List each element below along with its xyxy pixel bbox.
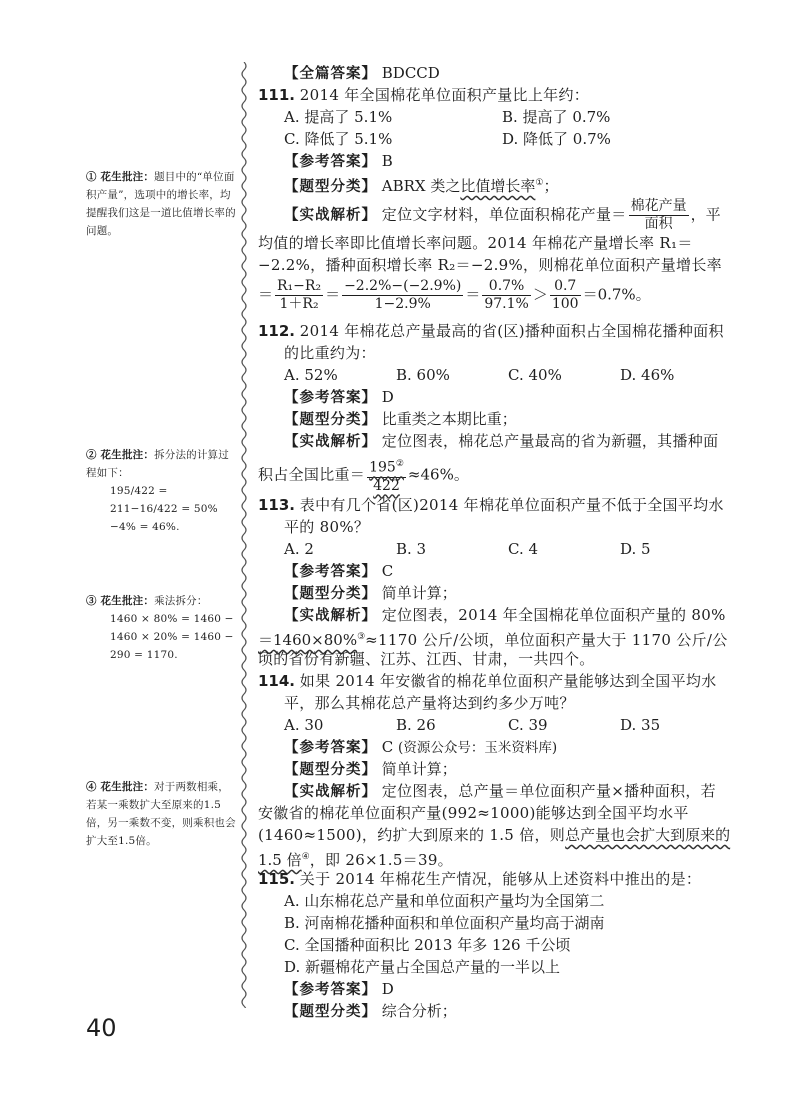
fraction-denominator: 97.1% bbox=[484, 296, 529, 312]
question-text: 平，那么其棉花总产量将达到约多少万吨？ bbox=[284, 694, 575, 712]
analysis-text: 顷的省份有新疆、江苏、江西、甘肃，一共四个。 bbox=[258, 650, 595, 668]
fraction bbox=[550, 278, 581, 313]
fraction-denominator: 1＋R₂ bbox=[279, 296, 319, 312]
option-c: C. 全国播种面积比 2013 年多 126 千公顷 bbox=[284, 936, 571, 954]
fraction bbox=[342, 278, 463, 313]
q115-stem bbox=[258, 868, 701, 890]
side-note-4 bbox=[86, 778, 236, 850]
q112-analysis-line-1 bbox=[284, 430, 718, 453]
q114-analysis-line-3 bbox=[258, 824, 730, 846]
analysis-text: 定位文字材料，单位面积棉花产量＝ bbox=[381, 205, 627, 224]
option-a: A. 30 bbox=[284, 716, 324, 734]
fraction-denominator: 面积 bbox=[644, 216, 673, 232]
option-d: D. 46% bbox=[620, 366, 675, 384]
option-a: A. 2 bbox=[284, 540, 314, 558]
option-d: D. 新疆棉花产量占全国总产量的一半以上 bbox=[284, 958, 561, 976]
type-text: 简单计算； bbox=[381, 584, 457, 602]
fraction-denominator: 100 bbox=[551, 296, 579, 312]
type-tag: 【题型分类】 bbox=[284, 179, 377, 195]
q113-stem-1 bbox=[258, 494, 724, 516]
question-text: 如果 2014 年安徽省的棉花单位面积产量能够达到全国平均水 bbox=[299, 672, 717, 690]
answer-value: C bbox=[381, 562, 394, 580]
wavy-divider bbox=[238, 62, 250, 1008]
note-ref: ③ bbox=[357, 632, 366, 642]
analysis-text: 定位图表，总产量＝单位面积产量×播种面积，若 bbox=[381, 782, 716, 800]
option-b: B. 河南棉花播种面积和单位面积产量均高于湖南 bbox=[284, 914, 605, 932]
q111-analysis-line-1 bbox=[284, 198, 721, 233]
side-note-formula: 1460 × 80% = 1460 − 1460 × 20% = 1460 − 290 = 1170. bbox=[110, 613, 234, 661]
type-text: 综合分析； bbox=[381, 1002, 457, 1020]
type-tag: 【题型分类】 bbox=[284, 762, 377, 778]
all-answers-value: BDCCD bbox=[381, 64, 440, 82]
question-text: 平的 80%？ bbox=[284, 518, 370, 536]
analysis-text: 积占全国比重＝ bbox=[258, 465, 366, 484]
analysis-text: ≈46%。 bbox=[407, 465, 469, 484]
option-c: C. 40% bbox=[508, 366, 562, 384]
option-b: B. 提高了 0.7% bbox=[502, 108, 611, 126]
note-ref: ① bbox=[535, 178, 544, 188]
q114-type-line bbox=[284, 758, 457, 781]
q113-analysis-line-1 bbox=[284, 604, 726, 627]
answer-tag: 【参考答案】 bbox=[284, 154, 377, 170]
question-number: 114. bbox=[258, 672, 296, 690]
analysis-tag: 【实战解析】 bbox=[284, 434, 377, 450]
q112-answer-line bbox=[284, 386, 394, 409]
question-number: 115. bbox=[258, 870, 296, 888]
q113-options bbox=[284, 538, 651, 560]
all-answers-tag: 【全篇答案】 bbox=[284, 66, 377, 82]
q111-analysis-line-3 bbox=[258, 254, 722, 276]
all-answers-line bbox=[284, 62, 440, 85]
side-note-label: ② 花生批注： bbox=[86, 449, 155, 461]
type-tag: 【题型分类】 bbox=[284, 586, 377, 602]
option-c: C. 降低了 5.1% bbox=[284, 130, 393, 148]
q112-type-line bbox=[284, 408, 517, 431]
side-note-text: 对于两数相乘，若某一乘数扩大至原来的1.5倍，另一乘数不变，则乘积也会扩大至1.5倍。 bbox=[86, 781, 236, 847]
analysis-text: 定位图表，2014 年全国棉花单位面积产量的 80% bbox=[381, 606, 726, 624]
question-number: 112. bbox=[258, 322, 296, 340]
option-d: D. 降低了 0.7% bbox=[502, 130, 611, 148]
option-a: A. 52% bbox=[284, 366, 338, 384]
analysis-wavy-text: 1.5 倍 bbox=[258, 851, 302, 869]
answer-value: C bbox=[381, 738, 394, 756]
answer-value: B bbox=[381, 152, 393, 170]
side-note-text: 题目中的“单位面积产量”，选项中的增长率，均提醒我们这是一道比值增长率的问题。 bbox=[86, 171, 236, 237]
question-text: 表中有几个省(区)2014 年棉花单位面积产量不低于全国平均水 bbox=[299, 496, 724, 514]
analysis-text: 安徽省的棉花单位面积产量(992≈1000)能够达到全国平均水平 bbox=[258, 804, 689, 822]
type-text: 比重类之本期比重； bbox=[381, 410, 517, 428]
q114-options bbox=[284, 714, 660, 736]
answer-tag: 【参考答案】 bbox=[284, 740, 377, 756]
fraction-numerator: R₁−R₂ bbox=[277, 278, 322, 294]
side-note-text: 拆分法的计算过程如下： bbox=[86, 449, 229, 479]
analysis-text: ≈1170 公斤/公顷，单位面积产量大于 1170 公斤/公 bbox=[365, 631, 728, 649]
option-d: D. 35 bbox=[620, 716, 661, 734]
q115-option-d bbox=[284, 956, 560, 978]
type-tag: 【题型分类】 bbox=[284, 1004, 377, 1020]
fraction-numerator: 0.7% bbox=[482, 278, 530, 296]
analysis-tag: 【实战解析】 bbox=[284, 608, 377, 624]
question-number: 113. bbox=[258, 496, 296, 514]
side-note-text: 乘法拆分： bbox=[154, 595, 208, 607]
source-note: (资源公众号：玉米资料库) bbox=[398, 740, 558, 756]
q112-stem-2 bbox=[284, 342, 376, 364]
option-b: B. 26 bbox=[396, 716, 436, 734]
analysis-text: (1460≈1500)，约扩大到原来的 1.5 倍，则 bbox=[258, 826, 566, 844]
analysis-tag: 【实战解析】 bbox=[284, 784, 377, 800]
option-c: C. 39 bbox=[508, 716, 548, 734]
type-wavy-text: 比值增长率 bbox=[460, 177, 536, 195]
fraction-numerator: −2.2%−(−2.9%) bbox=[344, 278, 462, 294]
fraction-denominator: 1−2.9% bbox=[374, 296, 431, 312]
analysis-wavy-text: 总产量也会扩大到原来的 bbox=[565, 826, 731, 844]
q115-type-line bbox=[284, 1000, 457, 1023]
analysis-wavy-text: ＝1460×80% bbox=[258, 631, 358, 649]
q114-analysis-line-1 bbox=[284, 780, 716, 803]
answer-tag: 【参考答案】 bbox=[284, 982, 377, 998]
formula-end: ＝0.7%。 bbox=[582, 285, 651, 304]
side-note-1 bbox=[86, 168, 236, 240]
q113-stem-2 bbox=[284, 516, 369, 538]
fraction bbox=[629, 198, 689, 233]
q111-stem bbox=[258, 84, 589, 106]
answer-value: D bbox=[381, 980, 394, 998]
analysis-text: 均值的增长率即比值增长率问题。2014 年棉花产量增长率 R₁＝ bbox=[258, 234, 693, 252]
note-ref: ② bbox=[395, 459, 404, 469]
q111-analysis-line-2 bbox=[258, 232, 693, 254]
q114-answer-line bbox=[284, 736, 557, 759]
option-d: D. 5 bbox=[620, 540, 651, 558]
q114-stem-1 bbox=[258, 670, 717, 692]
side-note-label: ③ 花生批注： bbox=[86, 595, 155, 607]
type-text: 简单计算； bbox=[381, 760, 457, 778]
type-end: ； bbox=[543, 177, 559, 195]
q113-analysis-line-3 bbox=[258, 648, 595, 670]
question-text: 2014 年棉花总产量最高的省(区)播种面积占全国棉花播种面积 bbox=[299, 322, 724, 340]
answer-tag: 【参考答案】 bbox=[284, 390, 377, 406]
option-c: C. 4 bbox=[508, 540, 539, 558]
q111-formula-line: ＝ $\frac{\text{R₁−R₂}}{\text{1＋R₂}}$ ＝ $\frac{-2.2\%-(-2.9\%)}{1-2.9\%}$ ＝ $\frac{0.7\%}{97.1\%}$ ＞ $\frac{0.7}{100}$ ＝0.7%。 bbox=[258, 278, 651, 312]
q113-type-line bbox=[284, 582, 457, 605]
fraction bbox=[275, 278, 323, 313]
option-b: B. 3 bbox=[396, 540, 427, 558]
option-a: A. 提高了 5.1% bbox=[284, 108, 393, 126]
q115-option-a bbox=[284, 890, 604, 912]
side-note-formula: 195/422 = 211−16/422 = 50%−4% = 46%. bbox=[110, 485, 218, 533]
q111-options-row-2 bbox=[284, 128, 611, 150]
q111-answer-line bbox=[284, 150, 393, 173]
q115-option-c bbox=[284, 934, 570, 956]
analysis-text: 定位图表，棉花总产量最高的省为新疆，其播种面 bbox=[381, 432, 719, 450]
side-note-label: ① 花生批注： bbox=[86, 171, 155, 183]
option-b: B. 60% bbox=[396, 366, 450, 384]
fraction-numerator: 棉花产量 bbox=[630, 198, 687, 214]
note-ref: ④ bbox=[301, 852, 310, 862]
q112-options bbox=[284, 364, 674, 386]
question-text: 关于 2014 年棉花生产情况，能够从上述资料中推出的是： bbox=[299, 870, 702, 888]
q114-analysis-line-2 bbox=[258, 802, 689, 824]
fraction bbox=[482, 278, 530, 313]
q114-stem-2 bbox=[284, 692, 575, 714]
fraction-denominator: 422 bbox=[373, 477, 400, 494]
answer-value: D bbox=[381, 388, 394, 406]
fraction-numerator: 0.7 bbox=[550, 278, 581, 296]
question-number: 111. bbox=[258, 86, 296, 104]
numerator-value: 195 bbox=[369, 459, 396, 476]
q115-option-b bbox=[284, 912, 605, 934]
side-note-3 bbox=[86, 592, 236, 664]
analysis-text: ，即 26×1.5＝39。 bbox=[309, 851, 453, 869]
q115-answer-line bbox=[284, 978, 394, 1001]
option-a: A. 山东棉花总产量和单位面积产量均为全国第二 bbox=[284, 892, 605, 910]
fraction bbox=[367, 456, 406, 495]
q112-stem-1 bbox=[258, 320, 724, 342]
fraction-numerator bbox=[367, 456, 406, 478]
question-text: 2014 年全国棉花单位面积产量比上年约： bbox=[299, 86, 590, 104]
analysis-text: ，平 bbox=[690, 205, 721, 224]
q111-options-row-1 bbox=[284, 106, 610, 128]
analysis-tag: 【实战解析】 bbox=[284, 207, 377, 224]
side-note-label: ④ 花生批注： bbox=[86, 781, 155, 793]
page-number: 40 bbox=[86, 1014, 117, 1042]
question-text: 的比重约为： bbox=[284, 344, 376, 362]
type-text: ABRX 类之 bbox=[381, 177, 461, 195]
side-note-2 bbox=[86, 446, 236, 536]
q111-type-line bbox=[284, 172, 559, 198]
type-tag: 【题型分类】 bbox=[284, 412, 377, 428]
answer-tag: 【参考答案】 bbox=[284, 564, 377, 580]
analysis-text: −2.2%，播种面积增长率 R₂＝−2.9%，则棉花单位面积产量增长率 bbox=[258, 256, 722, 274]
q113-answer-line bbox=[284, 560, 393, 583]
q112-analysis-line-2 bbox=[258, 456, 469, 495]
